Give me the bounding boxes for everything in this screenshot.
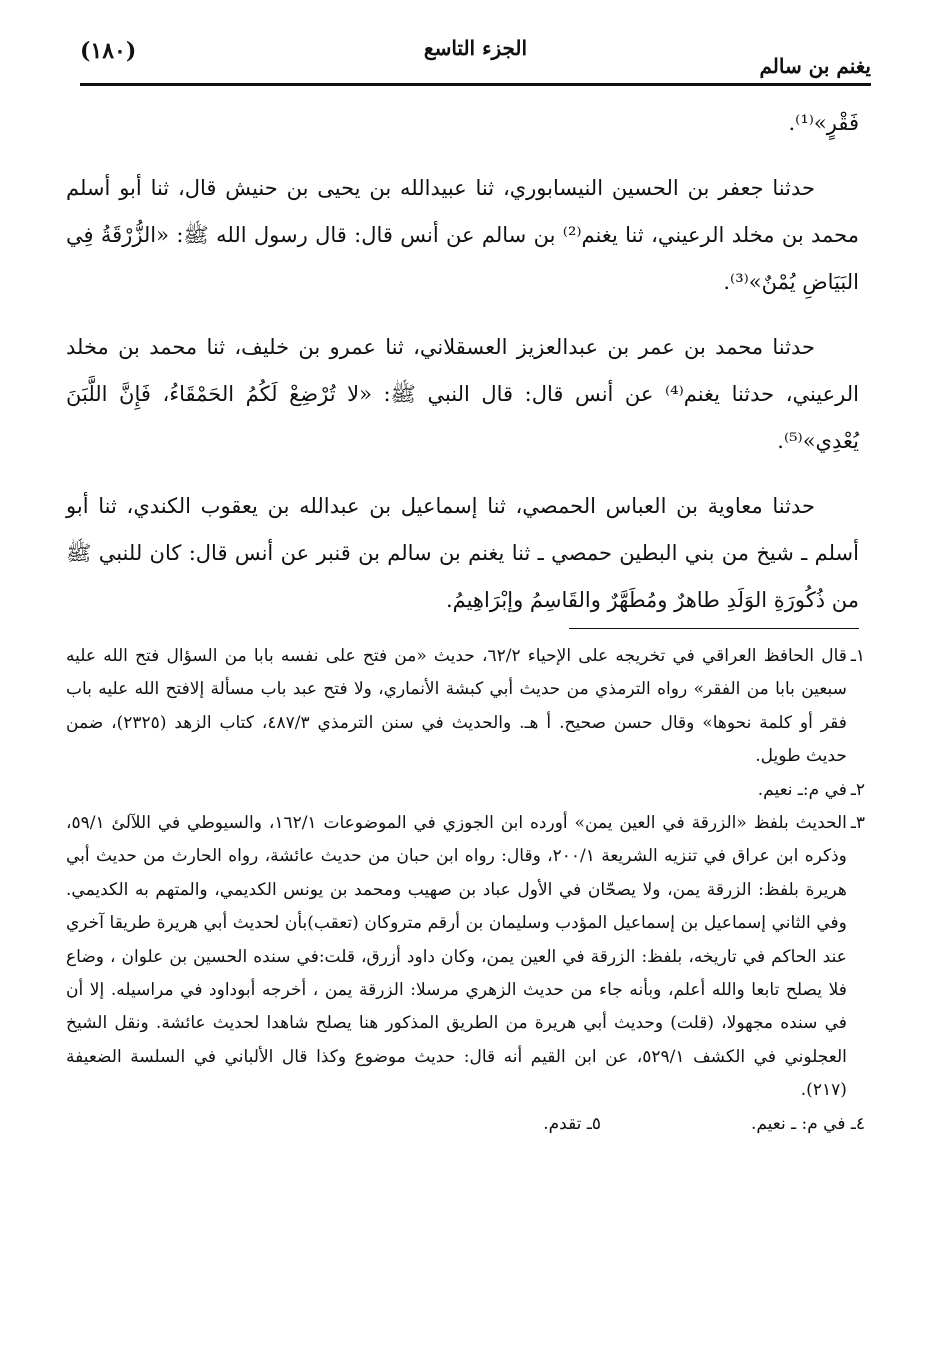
page-number: (١٨٠) — [80, 38, 137, 64]
footnote-2 — [66, 774, 865, 807]
running-title: يغنم بن سالم — [759, 54, 871, 78]
footnote-5: ٥ـ تقدم. — [543, 1113, 601, 1134]
footnote-number: ١ـ — [850, 646, 865, 666]
footnote-text: قال الحافظ العراقي في تخريجه على الإحياء ٦٢/٢، حديث «من فتح على نفسه بابا من السؤال فتح الله عليه سبعين بابا من الفقر» رواه الترمذي من حديث أبي كبشة الأنماري، ولا فتح عبد باب مسألة إلافتح الله عليه باب فقر أو كلمة نحوها» وقال حسن صحيح. أ هـ. والحديث في سنن الترمذي ٤٨٧/٣، كتاب الزهد (٢٣٢٥)، ضمن حديث طويل. — [66, 646, 847, 767]
hadith-paragraph-1: حدثنا جعفر بن الحسين النيسابوري، ثنا عبيدالله بن يحيى بن حنيش قال، ثنا أبو أسلم محمد بن مخلد الرعيني، ثنا يغنم⁽²⁾ بن سالم عن أنس قال: قال رسول الله ﷺ: «الزُّرْقَةُ فِي البَيَاضِ يُمْنٌ»⁽³⁾. — [66, 176, 859, 294]
spacer — [601, 1108, 751, 1141]
footnote-number: ٢ـ — [850, 779, 865, 800]
footnote-3 — [66, 807, 865, 1108]
volume-title: الجزء التاسع — [423, 36, 528, 60]
footnote-text: الحديث بلفظ «الزرقة في العين يمن» أورده ابن الجوزي في الموضوعات ١٦٢/١، والسيوطي في اللآلئ ٥٩/١، وذكره ابن عراق في تنزيه الشريعة ٢٠٠/١، وقال: رواه ابن حبان من حديث عائشة، رواه الحارث من حديث أبي هريرة بلفظ: الزرقة يمن، ولا يصحّان في الأول عباد بن صهيب ومحمد بن يونس الكديمي، والمتهم به الكديمي. وفي الثاني إسماعيل بن إسماعيل المؤدب وسليمان بن أرقم متروكان (تعقب)بأن لحديث أبي هريرة طريقا آخري عند الحاكم في تاريخه، بلفظ: الزرقة في العين يمن، وكان داود أزرق، قلت:في سنده الحسين بن علوان ، وضاع فلا يصلح تابعا والله أعلم، وبأنه جاء من حديث الزهري مرسلا: الزرقة يمن ، أخرجه أبوداود في مراسيله. إلا أن في سنده مجهولا، (قلت) وحديث أبي هريرة من الطريق المذكور هنا يصلح شاهدا لحديث عائشة. ونقل الشيخ العجلوني في الكشف ٥٢٩/١، عن ابن القيم أنه قال: حديث موضوع وكذا قال الألباني في السلسة الضعيفة (٢١٧). — [66, 813, 847, 1101]
paragraph-continuation: فَقْرٍ»⁽¹⁾. — [788, 111, 859, 135]
footnote-number: ٣ـ — [850, 813, 865, 834]
hadith-paragraph-2: حدثنا محمد بن عمر بن عبدالعزيز العسقلاني، ثنا عمرو بن خليف، ثنا محمد بن مخلد الرعيني، حدثنا يغنم⁽⁴⁾ عن أنس قال: قال النبي ﷺ: «لا تُرْضِعْ لَكُمُ الحَمْقَاءُ، فَإِنَّ اللَّبَنَ يُعْدِي»⁽⁵⁾. — [66, 335, 859, 453]
footnotes — [66, 640, 865, 1141]
hadith-paragraph-3: حدثنا معاوية بن العباس الحمصي، ثنا إسماعيل بن عبدالله بن يعقوب الكندي، ثنا أبو أسلم ـ شيخ من بني البطين حمصي ـ ثنا يغنم بن سالم بن قنبر عن أنس قال: كان للنبي ﷺ من ذُكُورَةِ الوَلَدِ طاهرٌ ومُطَهَّرٌ والقَاسِمُ وإبْرَاهِيمُ. — [66, 494, 859, 612]
footnote-1 — [66, 640, 865, 774]
footnote-separator — [569, 628, 859, 629]
footnote-4-5 — [66, 1108, 865, 1141]
header-rule — [80, 83, 871, 86]
footnote-text: في م:ـ نعيم. — [757, 779, 847, 800]
page-header — [80, 30, 871, 86]
footnote-4: ٤ـ في م: ـ نعيم. — [750, 1113, 865, 1134]
main-text — [66, 100, 859, 642]
